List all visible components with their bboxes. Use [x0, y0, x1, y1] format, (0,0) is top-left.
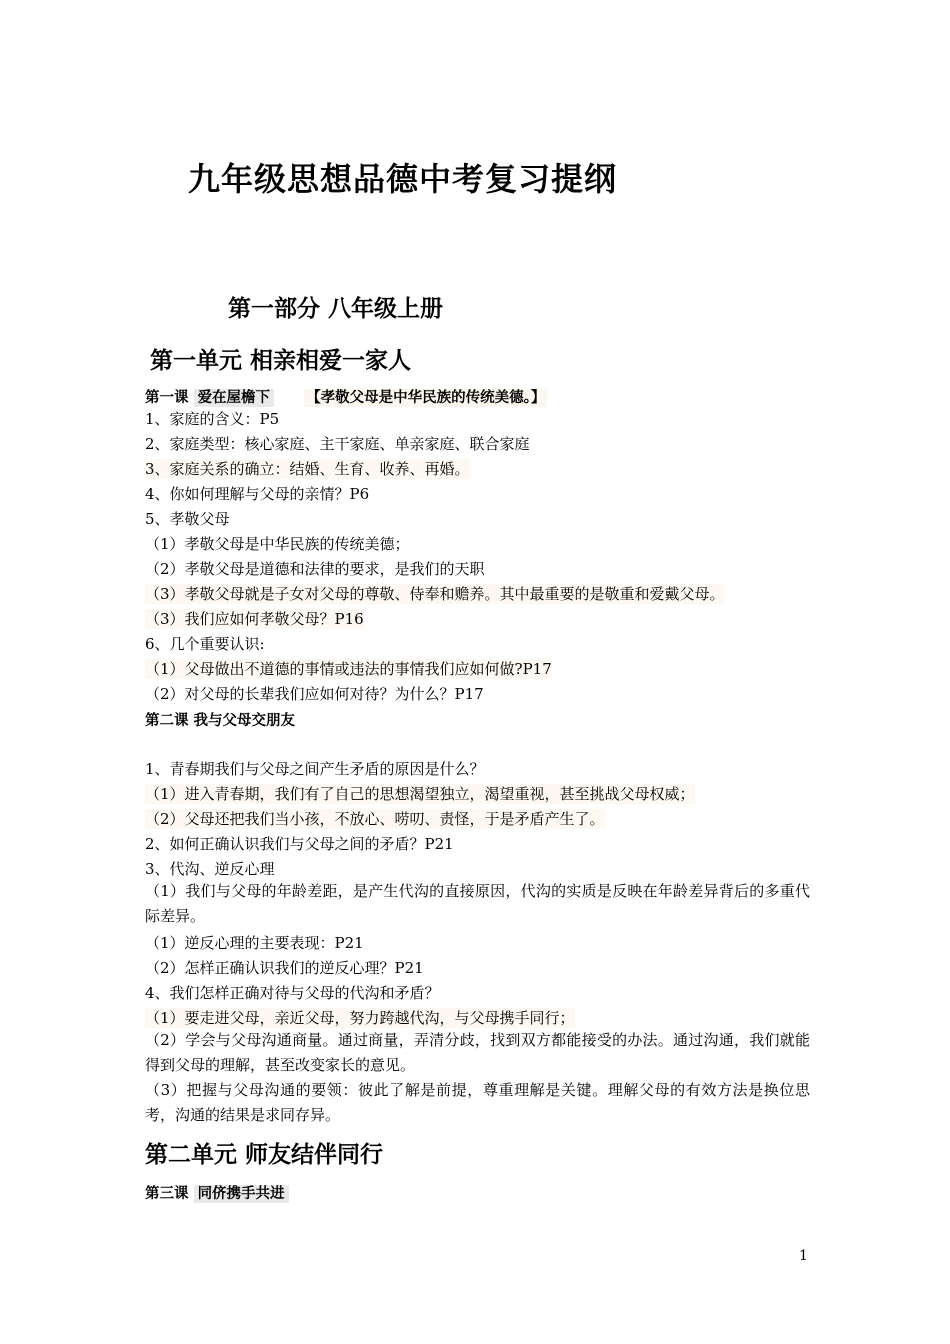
- paragraph-communication: （2）学会与父母沟通商量。通过商量，弄清分歧，找到双方都能接受的办法。通过沟通，我们就能得到父母的理解，甚至改变家长的意见。: [145, 1031, 810, 1074]
- text-line: 3、家庭关系的确立：结婚、生育、收养、再婚。: [145, 460, 470, 478]
- document-title: 九年级思想品德中考复习提纲: [188, 160, 618, 198]
- text-line: （1）要走进父母，亲近父母，努力跨越代沟，与父母携手同行；: [145, 1009, 575, 1027]
- lesson-label: 第一课: [145, 390, 189, 406]
- lesson-note: 【孝敬父母是中华民族的传统美德。】: [306, 390, 546, 406]
- lesson-heading-2: 第二课 我与父母交朋友: [145, 713, 296, 729]
- text-line: 2、家庭类型：核心家庭、主干家庭、单亲家庭、联合家庭: [145, 435, 530, 453]
- text-line: 4、我们怎样正确对待与父母的代沟和矛盾？: [145, 984, 440, 1002]
- text-line: （3）孝敬父母就是子女对父母的尊敬、侍奉和赡养。其中最重要的是敬重和爱戴父母。: [145, 585, 725, 603]
- text-line: 1、家庭的含义：P5: [145, 410, 280, 428]
- text-line: （1）孝敬父母是中华民族的传统美德；: [145, 535, 410, 553]
- text-line: （3）我们应如何孝敬父母？P16: [145, 610, 364, 628]
- text-line: （1）进入青春期，我们有了自己的思想渴望独立，渴望重视，甚至挑战父母权威；: [145, 785, 695, 803]
- text-line: （2）对父母的长辈我们应如何对待？为什么？P17: [145, 685, 484, 703]
- text-line: 3、代沟、逆反心理: [145, 860, 275, 878]
- lesson-heading-1: [145, 386, 547, 407]
- text-line: 5、孝敬父母: [145, 510, 230, 528]
- text-line: 6、几个重要认识:: [145, 635, 265, 653]
- text-line: 2、如何正确认识我们与父母之间的矛盾？P21: [145, 835, 454, 853]
- text-line: 4、你如何理解与父母的亲情？P6: [145, 485, 370, 503]
- text-line: （2）孝敬父母是道德和法律的要求，是我们的天职: [145, 560, 485, 578]
- lesson-name: 爱在屋檐下: [194, 389, 275, 407]
- page-number: 1: [799, 1248, 808, 1264]
- paragraph-key-points: （3）把握与父母沟通的要领：彼此了解是前提，尊重理解是关键。理解父母的有效方法是换位思考，沟通的结果是求同存异。: [145, 1081, 810, 1124]
- lesson-label: 第三课: [145, 1186, 189, 1202]
- unit-heading-2: 第二单元 师友结伴同行: [145, 1142, 384, 1168]
- paragraph-generation-gap: （1）我们与父母的年龄差距，是产生代沟的直接原因，代沟的实质是反映在年龄差异背后的多重代际差异。: [145, 882, 810, 925]
- lesson-heading-3: [145, 1182, 289, 1203]
- text-line: 1、青春期我们与父母之间产生矛盾的原因是什么？: [145, 760, 485, 778]
- text-line: （1）逆反心理的主要表现：P21: [145, 934, 364, 952]
- unit-heading-1: 第一单元 相亲相爱一家人: [150, 348, 412, 374]
- lesson-name: 同侪携手共进: [194, 1185, 289, 1203]
- text-line: （2）怎样正确认识我们的逆反心理？P21: [145, 959, 424, 977]
- text-line: （1）父母做出不道德的事情或违法的事情我们应如何做?P17: [145, 660, 552, 678]
- text-line: （2）父母还把我们当小孩，不放心、唠叨、责怪，于是矛盾产生了。: [145, 810, 605, 828]
- part-heading: 第一部分 八年级上册: [228, 296, 444, 322]
